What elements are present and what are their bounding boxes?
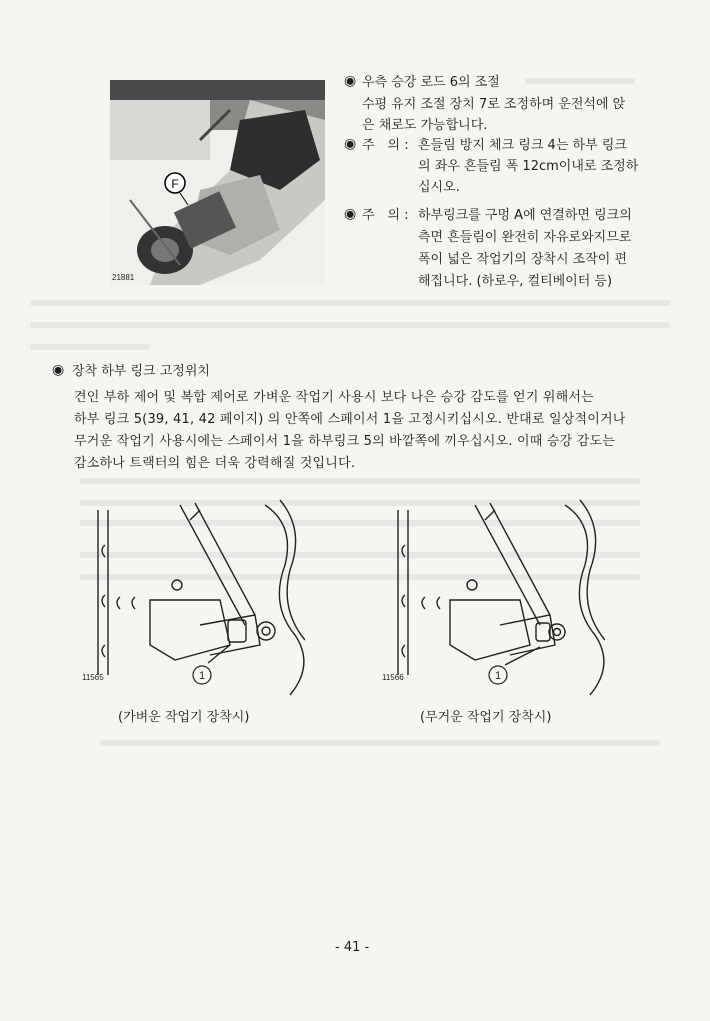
tractor-link-photo — [110, 80, 325, 285]
rod-adjust-heading: 우측 승강 로드 6의 조절 — [362, 75, 500, 90]
note-1-line-2: 의 좌우 흔들림 폭 12cm이내로 조정하 — [418, 159, 639, 174]
note-label: 주 의 : — [362, 138, 409, 153]
note-1-line-3: 십시오. — [418, 180, 460, 195]
rod-adjust-line-2: 은 채로도 가능합니다. — [362, 118, 488, 133]
rod-adjust-line-1: 수평 유지 조절 장치 7로 조정하며 운전석에 앉 — [362, 97, 626, 112]
bullet-icon: ◉ — [344, 136, 357, 152]
figure-heavy-number: 11566 — [382, 673, 404, 682]
note-2-line-1: 하부링크를 구멍 A에 연결하면 링크의 — [418, 208, 632, 223]
bullet-icon: ◉ — [344, 73, 357, 89]
figure-heavy-callout: 1 — [494, 670, 502, 682]
figure-light-number: 11565 — [82, 673, 104, 682]
figure-heavy-implement — [380, 485, 605, 700]
figure-light-caption: (가벼운 작업기 장착시) — [118, 710, 250, 725]
mount-heading: 장착 하부 링크 고정위치 — [72, 364, 210, 379]
note-1-line-1: 흔들림 방지 체크 링크 4는 하부 링크 — [418, 138, 627, 153]
photo-figure-number: 21881 — [112, 273, 135, 282]
bullet-icon: ◉ — [52, 362, 65, 378]
mount-paragraph-line-1: 견인 부하 제어 및 복합 제어로 가벼운 작업기 사용시 보다 나은 승강 감도를 얻기 위해서는 — [74, 390, 594, 405]
note-2-line-4: 해집니다. (하로우, 컬티베이터 등) — [418, 274, 613, 289]
mount-paragraph-line-3: 무거운 작업기 사용시에는 스페이서 1을 하부링크 5의 바깥쪽에 끼우십시오. 이때 승강 감도는 — [74, 434, 615, 449]
note-2-line-2: 측면 흔들림이 완전히 자유로와지므로 — [418, 230, 632, 245]
mount-paragraph-line-4: 감소하나 트랙터의 힘은 더욱 강력해질 것입니다. — [74, 456, 356, 471]
figure-light-implement — [80, 485, 305, 700]
figure-heavy-caption: (무거운 작업기 장착시) — [420, 710, 552, 725]
bullet-icon: ◉ — [344, 206, 357, 222]
page-number: - 41 - — [335, 940, 370, 955]
photo-callout: F — [171, 177, 179, 191]
note-2-line-3: 폭이 넓은 작업기의 장착시 조작이 편 — [418, 252, 628, 267]
figure-light-callout: 1 — [198, 670, 206, 682]
mount-paragraph-line-2: 하부 링크 5(39, 41, 42 페이지) 의 안쪽에 스페이서 1을 고정시키십시오. 반대로 일상적이거나 — [74, 412, 626, 427]
note-label: 주 의 : — [362, 208, 409, 223]
